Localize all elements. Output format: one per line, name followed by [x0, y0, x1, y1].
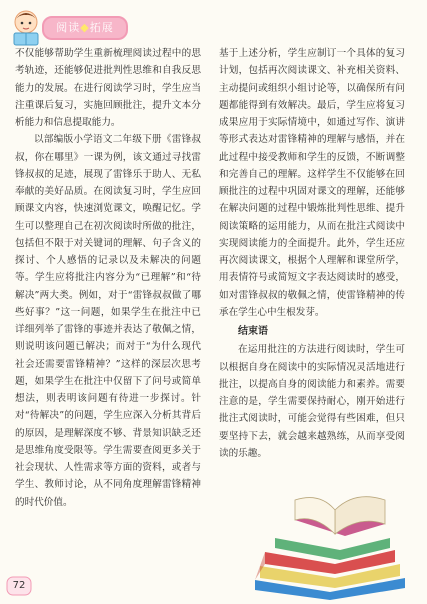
page-number-text: 72 [12, 580, 26, 591]
section-badge [8, 6, 128, 46]
book-stack-illustration [235, 480, 420, 600]
section-title [42, 16, 128, 40]
section-title-part1: 阅读 [56, 21, 81, 34]
conclusion-paragraph: 在运用批注的方法进行阅读时，学生可以根据自身在阅读中的实际情况灵活地进行批注，以提高自身的阅读能力和素养。需要注意的是，学生需要保持耐心，刚开始进行批注式阅读时，可能会觉得有些困难，但只要坚持下去，就会越来越熟练，从而享受阅读的乐趣。 [219, 344, 405, 459]
conclusion-heading: 结束语 [238, 326, 268, 337]
left-paragraph-2: 以部编版小学语文二年级下册《雷锋叔叔，你在哪里》一课为例，该文通过寻找雷锋叔叔的足迹，展现了雷锋乐于助人、无私奉献的美好品质。在阅读复习时，学生应回顾课文内容，快速浏览课文，唤醒记忆。学生可以整理自己在初次阅读时所做的批注，包括但不限于对关键词的理解、句子含义的探讨、个人感悟的记录以及未解决的问题等。学生应将批注内容分为“已理解”和“待解决”两大类。例如，对于“雷锋叔叔做了哪些好事？”这一问题，如果学生在批注中已详细列举了雷锋的事迹并表达了敬佩之情，则说明该问题已解决；而对于“为什么现代社会还需要雷锋精神？”这样的深层次思考题，如果学生在批注中仅留下了问号或简单想法，则表明该问题有待进一步探讨。针对“待解决”的问题，学生应深入分析其背后的原因，是理解深度不够、背景知识缺乏还是思维角度受限等。学生需要查阅更多关于社会现状、人性需求等方面的资料，或者与学生、教师讨论，从不同角度理解雷锋精神的时代价值。 [15, 134, 201, 508]
page-number [6, 576, 32, 596]
left-paragraph-1: 不仅能够帮助学生重新梳理阅读过程中的思考轨迹，还能够促进批判性思维和自我反思能力的发展。在进行阅读学习时，学生应当注重课后复习，实施回顾批注，提升文本分析能力和信息提取能力。 [15, 48, 201, 128]
section-title-part2: 拓展 [89, 21, 114, 34]
left-column [15, 45, 201, 511]
section-title-separator: ◆ [80, 21, 90, 34]
right-column [219, 45, 405, 462]
right-paragraph-1: 基于上述分析，学生应制订一个具体的复习计划，包括再次阅读课文、补充相关资料、主动提问或组织小组讨论等，以确保所有问题都能得到有效解决。最后，学生应将复习成果应用于实际情境中，如通过写作、演讲等形式表达对雷锋精神的理解与感悟，并在此过程中接受教师和学生的反馈，不断调整和完善自己的理解。这样学生不仅能够在回顾批注的过程中巩固对课文的理解，还能够在解决问题的过程中锻炼批判性思维、提升阅读策略的运用能力，从而在批注式阅读中实现阅读能力的全面提升。此外，学生还应再次阅读课文，根据个人理解和课堂所学，用表情符号或简短文字表达阅读时的感受，如对雷锋叔叔的敬佩之情，使雷锋精神的传承在学生心中生根发芽。 [219, 48, 405, 318]
